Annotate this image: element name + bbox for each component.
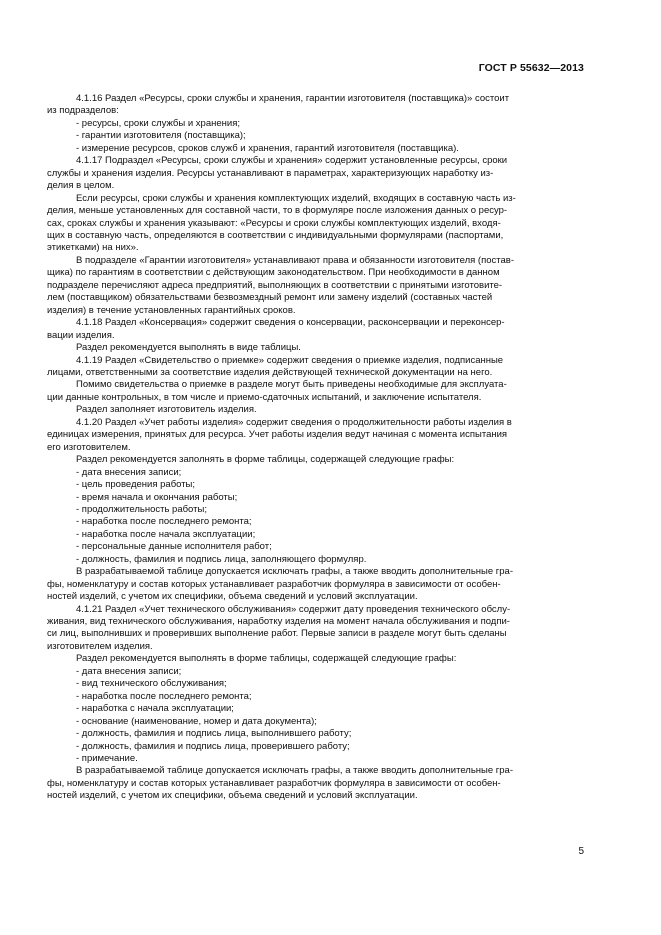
- text-line: си лиц, выполнивших и проверивших выполнение работ. Первые записи в разделе могут быть сделаны: [47, 628, 507, 640]
- list-item: - цель проведения работы;: [76, 479, 196, 491]
- list-item: - примечание.: [76, 753, 138, 765]
- list-item: - ресурсы, сроки службы и хранения;: [76, 117, 240, 129]
- list-item: - вид технического обслуживания;: [76, 678, 227, 690]
- list-item: - измерение ресурсов, сроков служб и хранения, гарантий изготовителя (поставщика).: [76, 142, 459, 154]
- list-item: - дата внесения записи;: [76, 466, 182, 478]
- text-line: вации изделия.: [47, 329, 115, 341]
- list-item: - гарантии изготовителя (поставщика);: [76, 130, 246, 142]
- text-line: Раздел рекомендуется выполнять в форме таблицы, содержащей следующие графы:: [76, 653, 457, 665]
- list-item: - основание (наименование, номер и дата документа);: [76, 715, 317, 727]
- text-line: службы и хранения изделия. Ресурсы устанавливают в параметрах, характеризующих наработку из-: [47, 167, 494, 179]
- list-item: - должность, фамилия и подпись лица, проверившего работу;: [76, 740, 350, 752]
- text-line: ностей изделий, с учетом их специфики, объема сведений и условий эксплуатации.: [47, 591, 418, 603]
- text-line: Раздел рекомендуется выполнять в виде таблицы.: [76, 342, 301, 354]
- text-line: изделия) в течение установленных гарантийных сроков.: [47, 304, 296, 316]
- list-item: - персональные данные исполнителя работ;: [76, 541, 272, 553]
- text-line: 4.1.21 Раздел «Учет технического обслуживания» содержит дату проведения технического обслу-: [76, 603, 511, 615]
- text-line: 4.1.17 Подраздел «Ресурсы, сроки службы и хранения» содержит установленные ресурсы, сроки: [76, 155, 508, 167]
- text-line: сах, сроках службы и хранения указывают: «Ресурсы и сроки службы комплектующих изделий, входя-: [47, 217, 501, 229]
- text-line: ностей изделий, с учетом их специфики, объема сведений и условий эксплуатации.: [47, 790, 418, 802]
- text-line: изготовителем изделия.: [47, 640, 153, 652]
- list-item: - наработка после последнего ремонта;: [76, 690, 252, 702]
- text-line: 4.1.18 Раздел «Консервация» содержит сведения о консервации, расконсервации и переконсер-: [76, 317, 505, 329]
- list-item: - наработка после последнего ремонта;: [76, 516, 252, 528]
- text-line: Если ресурсы, сроки службы и хранения комплектующих изделий, входящих в составную часть из-: [76, 192, 516, 204]
- document-header: ГОСТ Р 55632—2013: [478, 62, 584, 74]
- list-item: - наработка после начала эксплуатации;: [76, 528, 256, 540]
- text-line: Помимо свидетельства о приемке в разделе могут быть приведены необходимые для эксплуата-: [76, 379, 507, 391]
- text-line: фы, номенклатуру и состав которых устанавливает разработчик формуляра в зависимости от особен-: [47, 578, 501, 590]
- text-line: делия в целом.: [47, 180, 115, 192]
- text-line: фы, номенклатуру и состав которых устанавливает разработчик формуляра в зависимости от особен-: [47, 777, 501, 789]
- text-line: живания, вид технического обслуживания, наработку изделия на момент начала обслуживания и подпи-: [47, 616, 510, 628]
- text-line: ции данные контрольных, в том числе и приемо-сдаточных испытаний, и заключение испытателя.: [47, 391, 482, 403]
- text-line: щих в составную часть, определяются в соответствии с индивидуальными формулярами (паспортами,: [47, 229, 504, 241]
- text-line: из подразделов:: [47, 105, 119, 117]
- text-line: В подразделе «Гарантии изготовителя» устанавливают права и обязанности изготовителя (постав-: [76, 254, 515, 266]
- text-line: щика) по гарантиям в соответствии с действующим законодательством. При необходимости в данном: [47, 267, 500, 279]
- text-line: лицами, ответственными за соответствие изделия действующей технической документации на него.: [47, 366, 493, 378]
- text-line: В разрабатываемой таблице допускается исключать графы, а также вводить дополнительные гра-: [76, 765, 513, 777]
- text-line: его изготовителем.: [47, 441, 131, 453]
- text-line: Раздел заполняет изготовитель изделия.: [76, 404, 257, 416]
- page-number: 5: [578, 846, 584, 857]
- text-line: подразделе перечисляют адреса предприятий, выполняющих в соответствии с принятыми изготовите-: [47, 279, 503, 291]
- list-item: - время начала и окончания работы;: [76, 491, 238, 503]
- list-item: - наработка с начала эксплуатации;: [76, 703, 234, 715]
- text-line: лем (поставщиком) обязательствами безвозмездный ремонт или замену изделий (составных частей: [47, 292, 493, 304]
- text-line: единицах измерения, принятых для ресурса. Учет работы изделия ведут начиная с момента испытания: [47, 429, 508, 441]
- text-line: В разрабатываемой таблице допускается исключать графы, а также вводить дополнительные гра-: [76, 566, 513, 578]
- text-line: 4.1.16 Раздел «Ресурсы, сроки службы и хранения, гарантии изготовителя (поставщика)» состоит: [76, 93, 510, 104]
- text-line: делия, меньше установленных для составной части, то в формуляре после изложения данных о ресур-: [47, 205, 508, 217]
- text-line: 4.1.19 Раздел «Свидетельство о приемке» содержит сведения о приемке изделия, подписанные: [76, 354, 504, 366]
- list-item: - должность, фамилия и подпись лица, заполняющего формуляр.: [76, 553, 367, 565]
- list-item: - продолжительность работы;: [76, 503, 207, 515]
- text-line: Раздел рекомендуется заполнять в форме таблицы, содержащей следующие графы:: [76, 454, 455, 466]
- text-line: этикетками) на них».: [47, 242, 139, 254]
- list-item: - дата внесения записи;: [76, 665, 182, 677]
- text-line: 4.1.20 Раздел «Учет работы изделия» содержит сведения о продолжительности работы изделия в: [76, 416, 512, 428]
- document-body: [47, 93, 584, 803]
- list-item: - должность, фамилия и подпись лица, выполнившего работу;: [76, 728, 352, 740]
